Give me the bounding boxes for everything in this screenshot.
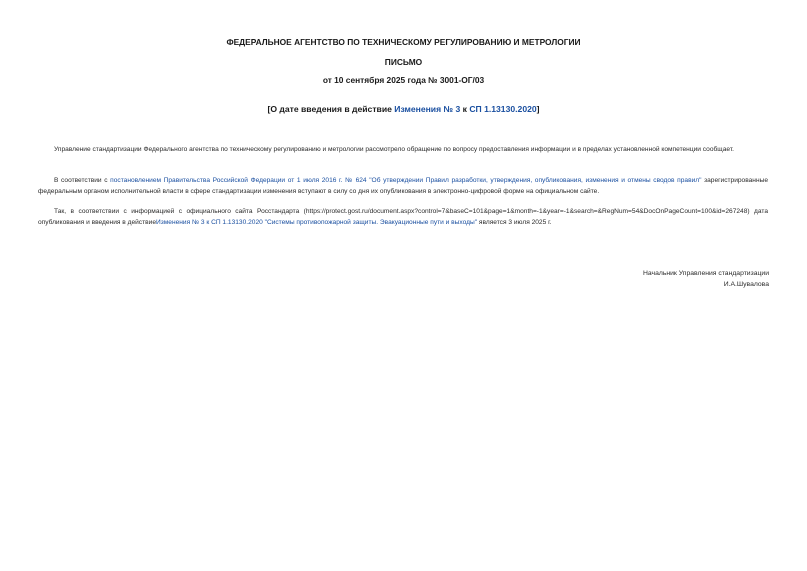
signatory-name: И.А.Шувалова	[723, 281, 769, 288]
document-subject	[0, 104, 807, 114]
paragraph-regulation	[38, 176, 768, 197]
signatory-title: Начальник Управления стандартизации	[643, 270, 769, 277]
agency-heading: ФЕДЕРАЛЬНОЕ АГЕНТСТВО ПО ТЕХНИЧЕСКОМУ РЕГУЛИРОВАНИЮ И МЕТРОЛОГИИ	[226, 37, 581, 47]
subject-mid: к	[460, 104, 470, 114]
subject-prefix: [О дате введения в действие	[267, 104, 395, 114]
amendment-full-link[interactable]: Изменения № 3 к СП 1.13130.2020 "Системы противопожарной защиты. Эвакуационные пути и выходы"	[155, 218, 478, 226]
paragraph-effective-date	[38, 207, 768, 228]
document-type: ПИСЬМО	[384, 57, 423, 67]
subject-suffix: ]	[536, 104, 540, 114]
paragraph-effective-prefix: Так, в соответствии с информацией с официального сайта Росстандарта (https://protect.gost.ru/document.aspx?control=7&baseC=101&page=1&month=-1&year=-1&search=&RegNum=54&DocOnPageCount=100&id=267248) дата опубликования и введения в действие	[38, 208, 768, 226]
document-date-number: от 10 сентября 2025 года № 3001-ОГ/03	[322, 75, 485, 85]
paragraph-intro-text: Управление стандартизации Федерального агентства по техническому регулированию и метрологии рассмотрело обращение по вопросу предоставления информации и в пределах установленной компетенции сообщает.	[54, 146, 734, 153]
amendment-link[interactable]: Изменения № 3	[394, 104, 461, 114]
paragraph-regulation-suffix: зарегистрированные федеральным органом исполнительной власти в сфере стандартизации изменения вступают в силу со дня их опубликования в электронно-цифровой форме на официальном сайте.	[38, 177, 768, 195]
paragraph-effective-suffix: является 3 июля 2025 г.	[477, 218, 552, 226]
paragraph-regulation-prefix: В соответствии с	[54, 177, 111, 184]
government-decree-link[interactable]: постановлением Правительства Российской Федерации от 1 июля 2016 г. № 624 "Об утверждении Правил разработки, утверждения, опубликования, изменения и отмены сводов правил"	[110, 177, 702, 184]
paragraph-intro	[38, 145, 768, 156]
code-of-rules-link[interactable]: СП 1.13130.2020	[469, 104, 537, 114]
